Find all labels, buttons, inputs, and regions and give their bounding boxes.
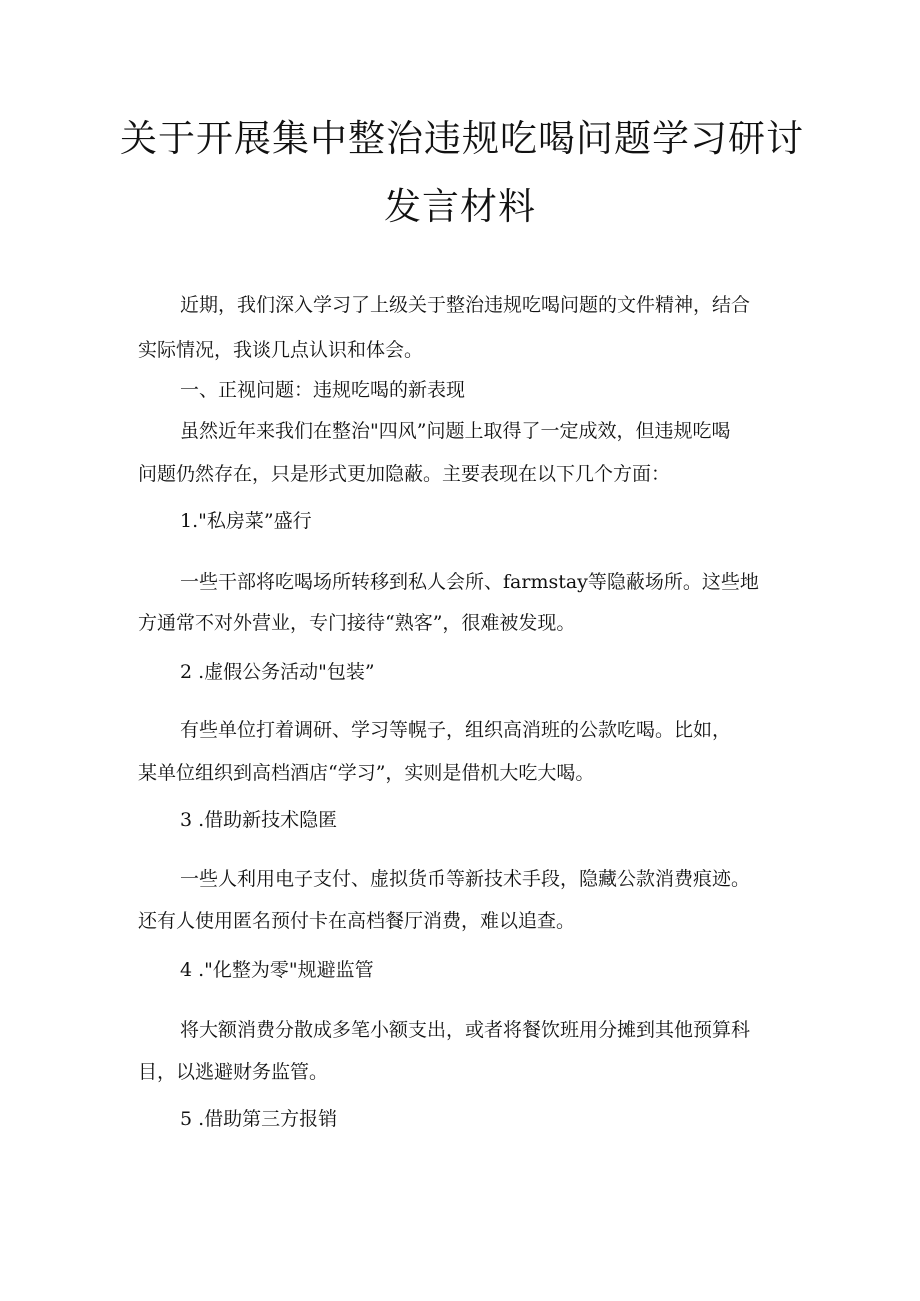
section-1-heading: 一、正视问题：违规吃喝的新表现	[180, 379, 466, 401]
item-4-heading: 4 ."化整为零"规避监管	[180, 959, 374, 981]
document-title-line-1: 关于开展集中整治违规吃喝问题学习研讨	[120, 117, 804, 160]
section-1-paragraph-line-1: 虽然近年来我们在整治"四风”问题上取得了一定成效，但违规吃喝	[180, 420, 731, 442]
item-4-paragraph-line-1: 将大额消费分散成多笔小额支出，或者将餐饮班用分摊到其他预算科	[180, 1019, 751, 1041]
item-3-paragraph-line-2: 还有人使用匿名预付卡在高档餐厅消费，难以追查。	[138, 910, 576, 932]
item-2-paragraph-line-1: 有些单位打着调研、学习等幌子，组织高消班的公款吃喝。比如，	[180, 719, 732, 741]
item-1-paragraph-line-1: 一些干部将吃喝场所转移到私人会所、farmstay等隐蔽场所。这些地	[180, 571, 759, 593]
document-title-line-2: 发言材料	[384, 185, 536, 228]
item-1-heading: 1."私房菜”盛行	[180, 510, 312, 532]
item-3-paragraph-line-1: 一些人利用电子支付、虚拟货币等新技术手段，隐藏公款消费痕迹。	[180, 868, 751, 890]
item-2-heading: 2 .虚假公务活动"包装”	[180, 661, 375, 683]
item-2-paragraph-line-2: 某单位组织到高档酒店“学习”，实则是借机大吃大喝。	[138, 762, 595, 784]
item-3-heading: 3 .借助新技术隐匿	[180, 809, 338, 831]
intro-paragraph-line-2: 实际情况，我谈几点认识和体会。	[138, 339, 424, 361]
item-4-paragraph-line-2: 目，以逃避财务监管。	[138, 1061, 329, 1083]
intro-paragraph-line-1: 近期，我们深入学习了上级关于整治违规吃喝问题的文件精神，结合	[180, 294, 751, 316]
item-1-paragraph-line-2: 方通常不对外营业，专门接待“熟客”，很难被发现。	[138, 612, 576, 634]
item-5-heading: 5 .借助第三方报销	[180, 1108, 338, 1130]
section-1-paragraph-line-2: 问题仍然存在，只是形式更加隐蔽。主要表现在以下几个方面：	[138, 463, 671, 485]
